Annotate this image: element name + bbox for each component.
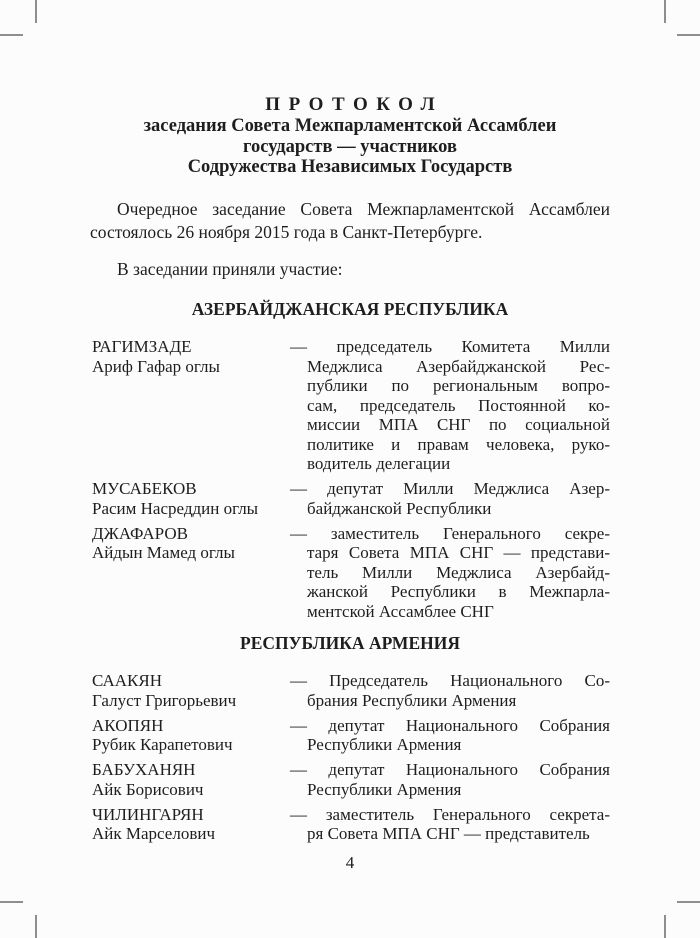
participant-row <box>90 479 610 518</box>
participant-row <box>90 805 610 844</box>
crop-mark-bottom-right-horizontal <box>677 901 700 903</box>
participant-role-cell <box>290 716 610 755</box>
participant-name-cell <box>90 524 290 622</box>
participant-role-cell <box>290 671 610 710</box>
participants-list-azerbaijan <box>90 337 610 627</box>
participant-name-cell <box>90 671 290 710</box>
participant-name-cell <box>90 716 290 755</box>
participant-role-cell <box>290 524 610 622</box>
participant-row <box>90 760 610 799</box>
participant-role-line: политике и правам человека, руко- <box>307 434 610 454</box>
participant-role-line: сам, председатель Постоянной ко- <box>307 395 610 415</box>
participant-role-line: байджанской Республики <box>307 498 492 518</box>
crop-mark-top-right-horizontal <box>677 34 700 36</box>
participant-role-line: жанской Республики в Межпарла- <box>307 582 610 601</box>
participant-given-names: Айк Борисович <box>92 779 204 799</box>
participant-role-cell <box>290 479 610 518</box>
participant-name-cell <box>90 337 290 474</box>
participant-row <box>90 524 610 622</box>
participant-role-line: публики по региональным вопро- <box>307 376 610 395</box>
participant-role-line: — депутат Национального Собрания <box>290 760 610 779</box>
meeting-paragraph-line-2: состоялось 26 ноября 2015 года в Санкт-Петербурге. <box>90 221 483 242</box>
participant-surname: БАБУХАНЯН <box>92 760 196 779</box>
participant-role-line: миссии МПА СНГ по социальной <box>307 415 610 434</box>
crop-mark-top-right-vertical <box>664 0 666 23</box>
participants-intro-label: В заседании приняли участие: <box>117 259 343 279</box>
document-title-line-4: Содружества Независимых Государств <box>187 157 513 178</box>
participants-list-armenia <box>90 671 610 849</box>
participant-surname: ЧИЛИНГАРЯН <box>92 804 204 824</box>
participant-name-cell <box>90 760 290 799</box>
participant-role-line: Республики Армения <box>307 735 462 754</box>
participant-role-line: таря Совета МПА СНГ — представи- <box>307 543 610 562</box>
document-title-line-3: государств — участников <box>243 136 457 157</box>
participant-surname: РАГИМЗАДЕ <box>92 337 192 356</box>
participant-role-cell <box>290 760 610 799</box>
participant-given-names: Рубик Карапетович <box>92 735 233 754</box>
crop-mark-bottom-right-vertical <box>664 915 666 938</box>
participant-given-names: Ариф Гафар оглы <box>92 356 220 376</box>
participant-role-line: тель Милли Меджлиса Азербайд- <box>307 562 610 582</box>
section-heading-armenia: РЕСПУБЛИКА АРМЕНИЯ <box>240 633 460 653</box>
participant-role-line: ря Совета МПА СНГ — представитель <box>307 824 590 843</box>
participant-role-cell <box>290 805 610 844</box>
participant-role-line: Меджлиса Азербайджанской Рес- <box>307 356 610 376</box>
participant-name-cell <box>90 805 290 844</box>
participant-surname: МУСАБЕКОВ <box>92 479 197 498</box>
participant-row <box>90 337 610 474</box>
participant-role-line: ментской Ассамблее СНГ <box>307 601 494 621</box>
participant-role-line: — депутат Милли Меджлиса Азер- <box>290 479 610 498</box>
participant-name-cell <box>90 479 290 518</box>
participant-given-names: Расим Насреддин оглы <box>92 498 259 518</box>
participant-surname: СААКЯН <box>92 671 163 690</box>
meeting-paragraph-line-1: Очередное заседание Совета Межпарламентской Ассамблеи <box>117 199 610 219</box>
participant-given-names: Айк Марселович <box>92 824 216 843</box>
document-title-line-2: заседания Совета Межпарламентской Ассамблеи <box>143 115 557 136</box>
document-title-line-1: ПРОТОКОЛ <box>265 94 444 115</box>
crop-mark-bottom-left-vertical <box>35 915 37 938</box>
participant-role-line: брания Республики Армения <box>307 690 517 710</box>
page-number: 4 <box>345 853 355 872</box>
participant-row <box>90 716 610 755</box>
crop-mark-top-left-horizontal <box>0 34 23 36</box>
participant-surname: АКОПЯН <box>92 715 164 735</box>
participant-role-line: водитель делегации <box>307 454 451 473</box>
participant-role-line: — председатель Комитета Милли <box>290 337 610 356</box>
participant-role-line: — заместитель Генерального секре- <box>290 523 610 543</box>
participant-role-line: — депутат Национального Собрания <box>290 715 610 735</box>
participant-role-line: — заместитель Генерального секрета- <box>290 804 610 824</box>
participant-row <box>90 671 610 710</box>
participant-role-cell <box>290 337 610 474</box>
section-heading-azerbaijan: АЗЕРБАЙДЖАНСКАЯ РЕСПУБЛИКА <box>191 299 509 319</box>
document-title <box>90 95 610 178</box>
participant-given-names: Айдын Мамед оглы <box>92 543 235 562</box>
crop-mark-top-left-vertical <box>35 0 37 23</box>
participant-given-names: Галуст Григорьевич <box>92 690 237 710</box>
participant-role-line: Республики Армения <box>307 779 462 799</box>
crop-mark-bottom-left-horizontal <box>0 901 23 903</box>
participant-role-line: — Председатель Национального Со- <box>290 671 610 690</box>
meeting-paragraph <box>90 198 610 243</box>
participant-surname: ДЖАФАРОВ <box>92 523 188 543</box>
